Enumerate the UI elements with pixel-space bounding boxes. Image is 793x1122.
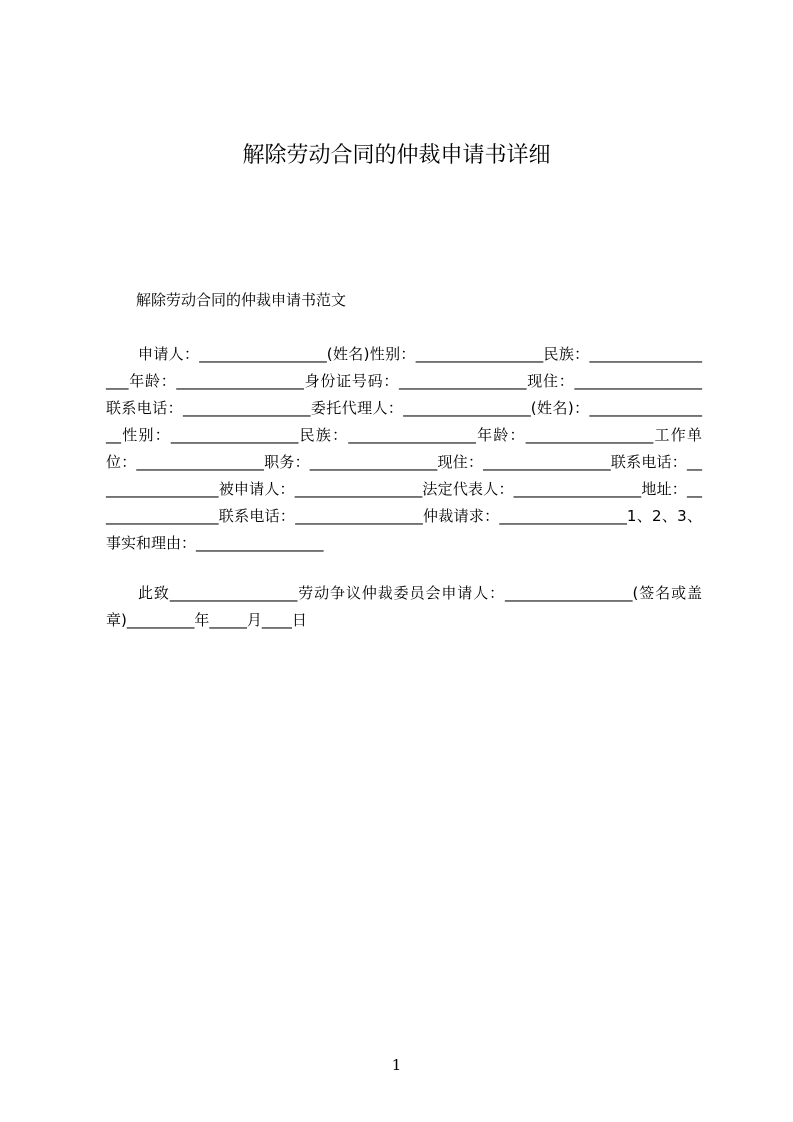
applicant-info-paragraph: 申请人：_________________(姓名)性别：_________________民族：__________________年龄：_________________身份证号码：_________________现住：_________________联系电话：_________________委托代理人：_________________(姓名)：_________________性别：_________________民族：_________________年龄：_________________工作单位：_________________职务：_________________现住：_________________联系电话：_________________被申请人：_________________法定代表人：_________________地址：_________________联系电话：_________________仲裁请求：_________________1、2、3、事实和理由：_________________ (106, 345, 702, 552)
document-subtitle: 解除劳动合同的仲裁申请书范文 (136, 291, 347, 309)
document-title: 解除劳动合同的仲裁申请书详细 (242, 143, 551, 168)
page-number: 1 (391, 1056, 402, 1074)
closing-paragraph: 此致_________________劳动争议仲裁委员会申请人：_________________(签名或盖章)_________年_____月____日 (106, 584, 702, 629)
